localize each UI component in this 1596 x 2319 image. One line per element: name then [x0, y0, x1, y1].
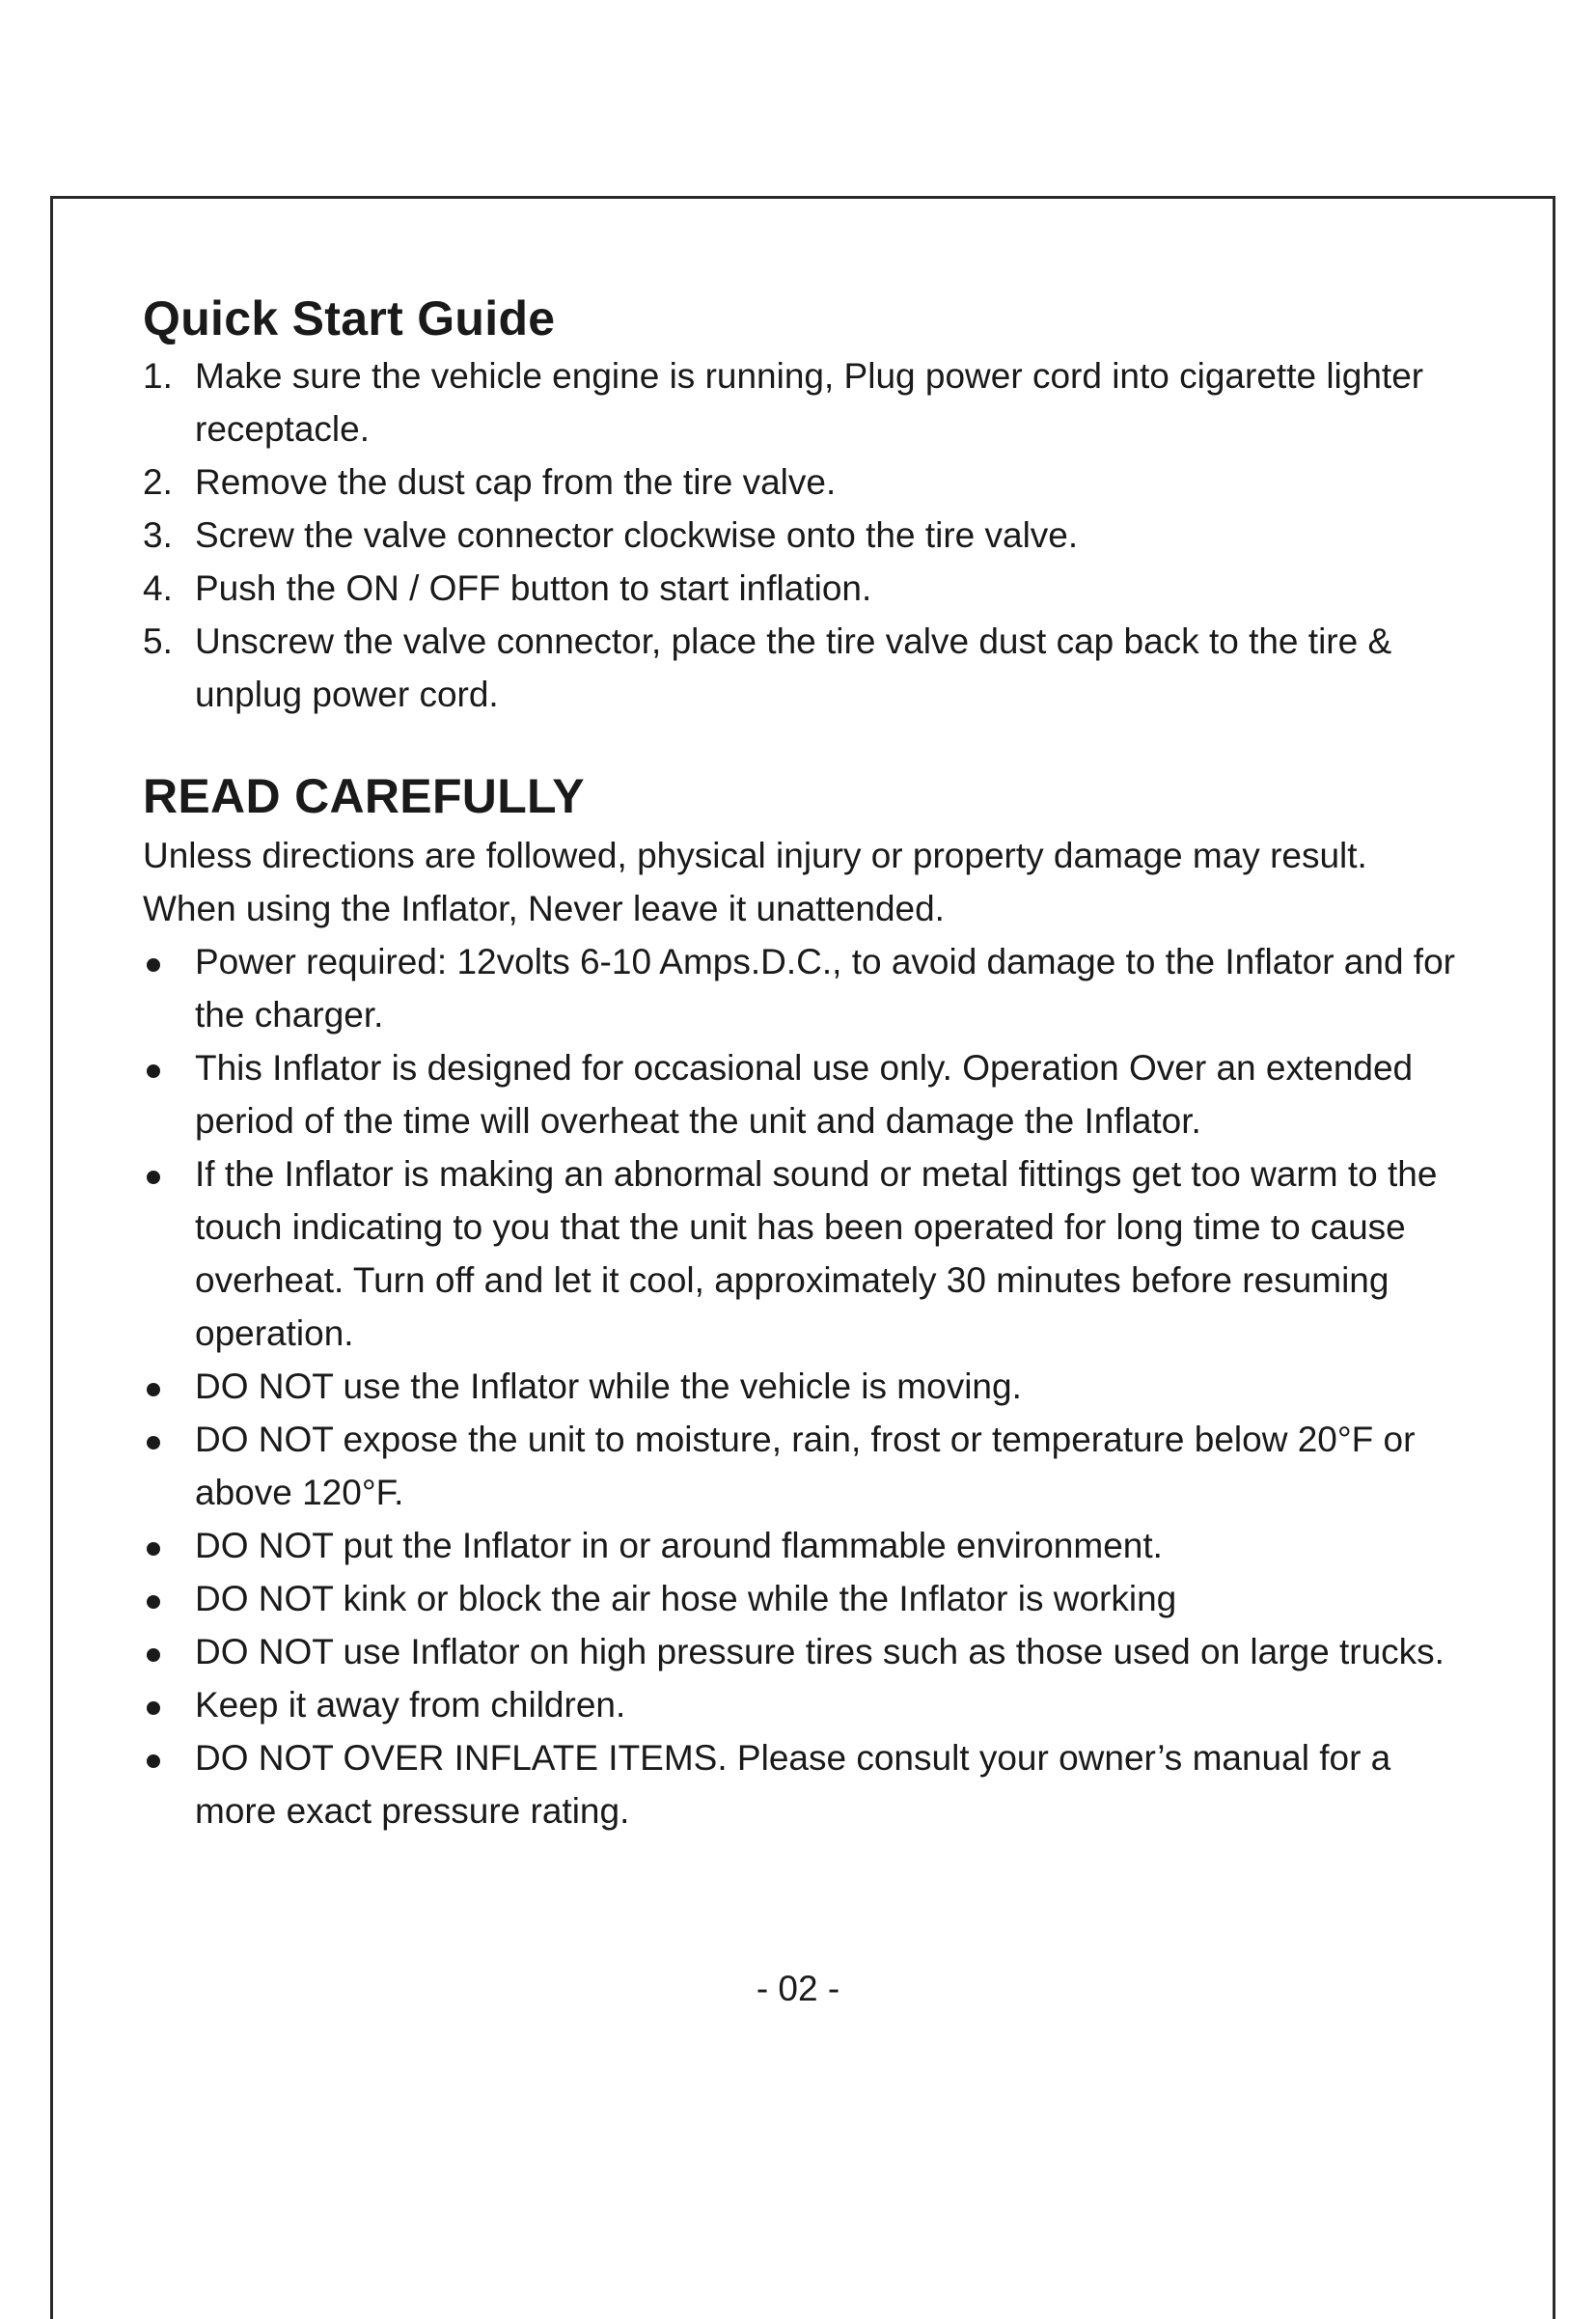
warning-item: [143, 1625, 1474, 1678]
warning-text: DO NOT put the Inflator in or around flammable environment.: [195, 1526, 1163, 1565]
warning-text: DO NOT OVER INFLATE ITEMS. Please consult your owner’s manual for a more exact pressure rating.: [195, 1738, 1391, 1831]
step-number: 4.: [143, 568, 173, 608]
bullet-icon: [147, 1595, 160, 1609]
warning-note: When using the Inflator, Never leave it unattended.: [143, 889, 945, 928]
step-text: Make sure the vehicle engine is running, Plug power cord into cigarette lighter receptacle.: [195, 356, 1424, 449]
warning-item: [143, 1519, 1474, 1572]
step-item: [143, 349, 1474, 456]
warning-text: DO NOT use Inflator on high pressure tires such as those used on large trucks.: [195, 1632, 1445, 1671]
warning-text: This Inflator is designed for occasional use only. Operation Over an extended period of the time will overheat the unit and damage the Inflator.: [195, 1048, 1414, 1141]
bullet-icon: [147, 1542, 160, 1556]
warning-list: [143, 935, 1474, 1837]
warning-item: [143, 1041, 1474, 1147]
warning-item: [143, 1678, 1474, 1731]
step-item: [143, 456, 1474, 509]
step-number: 1.: [143, 356, 173, 396]
bullet-icon: [147, 958, 160, 972]
quick-start-steps: [143, 349, 1474, 721]
warning-intro: Unless directions are followed, physical injury or property damage may result.: [143, 836, 1367, 875]
warning-text: DO NOT expose the unit to moisture, rain, frost or temperature below 20°F or above 120°F.: [195, 1420, 1416, 1512]
step-text: Remove the dust cap from the tire valve.: [195, 462, 837, 502]
warning-text: DO NOT use the Inflator while the vehicle is moving.: [195, 1367, 1022, 1406]
warning-item: [143, 1360, 1474, 1413]
warning-text: Power required: 12volts 6-10 Amps.D.C., to avoid damage to the Inflator and for the charger.: [195, 942, 1455, 1035]
bullet-icon: [147, 1648, 160, 1662]
warning-text: Keep it away from children.: [195, 1685, 626, 1725]
step-text: Push the ON / OFF button to start inflation.: [195, 568, 872, 608]
warning-item: [143, 1731, 1474, 1837]
warning-item: [143, 935, 1474, 1041]
bullet-icon: [147, 1171, 160, 1184]
step-item: [143, 562, 1474, 615]
bullet-icon: [147, 1754, 160, 1768]
warning-text: DO NOT kink or block the air hose while the Inflator is working: [195, 1579, 1177, 1618]
warning-item: [143, 1572, 1474, 1625]
bullet-icon: [147, 1064, 160, 1078]
read-carefully-heading: READ CAREFULLY: [143, 769, 585, 823]
bullet-icon: [147, 1701, 160, 1715]
quick-start-heading: Quick Start Guide: [143, 291, 556, 345]
step-number: 5.: [143, 621, 173, 661]
bullet-icon: [147, 1383, 160, 1396]
bullet-icon: [147, 1436, 160, 1449]
page-number: - 02 -: [756, 1969, 840, 2008]
page-content: [143, 290, 1474, 1837]
warning-item: [143, 1147, 1474, 1360]
warning-text: If the Inflator is making an abnormal sound or metal fittings get too warm to the touch indicating to you that the unit has been operated for long time to cause overheat. Turn off and let it cool, approximately 30 minutes before resuming operation.: [195, 1154, 1438, 1353]
warning-item: [143, 1413, 1474, 1519]
step-number: 3.: [143, 515, 173, 555]
step-item: [143, 615, 1474, 721]
step-text: Unscrew the valve connector, place the tire valve dust cap back to the tire & unplug power cord.: [195, 621, 1392, 714]
step-text: Screw the valve connector clockwise onto the tire valve.: [195, 515, 1079, 555]
step-item: [143, 509, 1474, 562]
step-number: 2.: [143, 462, 173, 502]
